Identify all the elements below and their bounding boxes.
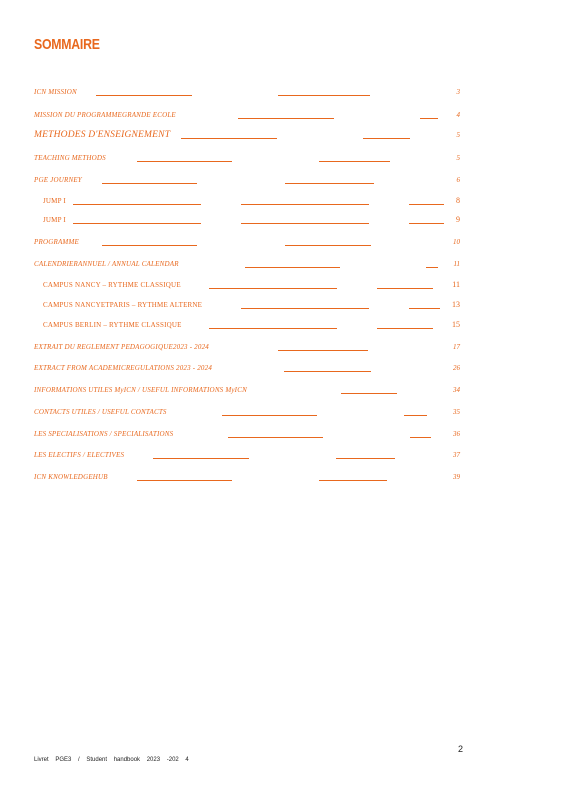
toc-entry[interactable]: [0, 278, 566, 292]
toc-leader: [409, 308, 440, 309]
toc-leader: [73, 223, 201, 224]
toc-leader: [245, 267, 340, 268]
toc-page-number: 13: [452, 300, 460, 309]
toc-page-number: 3: [456, 88, 460, 96]
toc-page-number: 6: [456, 176, 460, 184]
toc-leader: [377, 328, 433, 329]
toc-entry[interactable]: [0, 85, 566, 99]
toc-entry-label: INFORMATIONS UTILES MyICN / USEFUL INFORMATIONS MyICN: [34, 386, 247, 394]
toc-page-number: 15: [452, 320, 460, 329]
toc-leader: [336, 458, 395, 459]
toc-leader: [409, 223, 444, 224]
toc-leader: [363, 138, 410, 139]
toc-entry[interactable]: [0, 298, 566, 312]
toc-entry-label: CAMPUS NANCYETPARIS – RYTHME ALTERNE: [43, 301, 203, 309]
toc-leader: [96, 95, 192, 96]
toc-leader: [241, 223, 369, 224]
toc-entry[interactable]: [0, 257, 566, 271]
toc-leader: [137, 161, 232, 162]
toc-leader: [222, 415, 317, 416]
toc-leader: [409, 204, 444, 205]
toc-entry[interactable]: [0, 405, 566, 419]
toc-entry[interactable]: [0, 173, 566, 187]
toc-entry-label: PGE JOURNEY: [34, 176, 82, 184]
toc-entry[interactable]: [0, 361, 566, 375]
toc-leader: [319, 480, 387, 481]
page-title: SOMMAIRE: [34, 36, 100, 53]
toc-entry[interactable]: [0, 318, 566, 332]
toc-leader: [284, 371, 371, 372]
toc-leader: [420, 118, 438, 119]
toc-page-number: 5: [456, 131, 460, 139]
toc-leader: [209, 288, 337, 289]
toc-page-number: 4: [456, 111, 460, 119]
toc-entry-label: EXTRAIT DU REGLEMENT PEDAGOGIQUE2023 - 2024: [34, 343, 209, 351]
toc-entry-label: JUMP I: [43, 216, 66, 224]
toc-entry[interactable]: [0, 448, 566, 462]
footer-text: Livret PGE3 / Student handbook 2023 -202 4: [34, 757, 189, 763]
toc-entry-label: TEACHING METHODS: [34, 154, 106, 162]
toc-page-number: 36: [453, 430, 460, 438]
toc-leader: [228, 437, 323, 438]
toc-entry-label: JUMP I: [43, 197, 66, 205]
toc-leader: [137, 480, 232, 481]
toc-entry[interactable]: [0, 470, 566, 484]
toc-entry-label: MISSION DU PROGRAMMEGRANDE ECOLE: [34, 111, 176, 119]
toc-page-number: 34: [453, 386, 460, 394]
toc-entry[interactable]: [0, 194, 566, 208]
toc-page-number: 8: [456, 196, 460, 205]
page-number: 2: [457, 744, 463, 754]
toc-page-number: 26: [453, 364, 460, 372]
toc-entry-label: LES ELECTIFS / ELECTIVES: [34, 451, 125, 459]
toc-leader: [102, 245, 197, 246]
toc-leader: [319, 161, 390, 162]
toc-page-number: 5: [456, 154, 460, 162]
toc-leader: [285, 245, 371, 246]
toc-entry[interactable]: [0, 108, 566, 122]
toc-page-number: 17: [453, 343, 460, 351]
toc-entry-label: EXTRACT FROM ACADEMICREGULATIONS 2023 - 2024: [34, 364, 213, 372]
toc-leader: [404, 415, 427, 416]
toc-entry[interactable]: [0, 383, 566, 397]
toc-entry-label: ICN MISSION: [34, 88, 77, 96]
toc-leader: [73, 204, 201, 205]
toc-entry-label: ICN KNOWLEDGEHUB: [34, 473, 108, 481]
toc-leader: [341, 393, 397, 394]
toc-entry-label: CONTACTS UTILES / USEFUL CONTACTS: [34, 408, 167, 416]
toc-entry[interactable]: [0, 213, 566, 227]
toc-entry[interactable]: [0, 151, 566, 165]
toc-entry-label: LES SPECIALISATIONS / SPECIALISATIONS: [34, 430, 174, 438]
toc-leader: [153, 458, 249, 459]
toc-page-number: 35: [453, 408, 460, 416]
toc-entry-label: PROGRAMME: [34, 238, 79, 246]
toc-leader: [410, 437, 431, 438]
toc-leader: [241, 308, 369, 309]
toc-page-number: 37: [453, 451, 460, 459]
toc-entry-label: CAMPUS NANCY – RYTHME CLASSIQUE: [43, 281, 181, 289]
toc-leader: [181, 138, 277, 139]
toc-page-number: 11: [453, 260, 460, 268]
toc-entry[interactable]: [0, 128, 566, 142]
toc-page-number: 10: [453, 238, 460, 246]
toc-page-number: 9: [456, 215, 460, 224]
toc-leader: [285, 183, 374, 184]
toc-entry[interactable]: [0, 340, 566, 354]
toc-leader: [377, 288, 433, 289]
toc-leader: [238, 118, 334, 119]
toc-leader: [278, 350, 368, 351]
toc-leader: [241, 204, 369, 205]
toc-leader: [426, 267, 438, 268]
toc-entry-label: CAMPUS BERLIN – RYTHME CLASSIQUE: [43, 321, 182, 329]
toc-leader: [209, 328, 337, 329]
toc-leader: [278, 95, 370, 96]
toc-page-number: 11: [452, 280, 460, 289]
toc-leader: [102, 183, 197, 184]
toc-entry-label: METHODES D'ENSEIGNEMENT: [34, 130, 171, 140]
toc-entry[interactable]: [0, 235, 566, 249]
toc-page-number: 39: [453, 473, 460, 481]
toc-entry-label: CALENDRIERANNUEL / ANNUAL CALENDAR: [34, 260, 179, 268]
toc-entry[interactable]: [0, 427, 566, 441]
